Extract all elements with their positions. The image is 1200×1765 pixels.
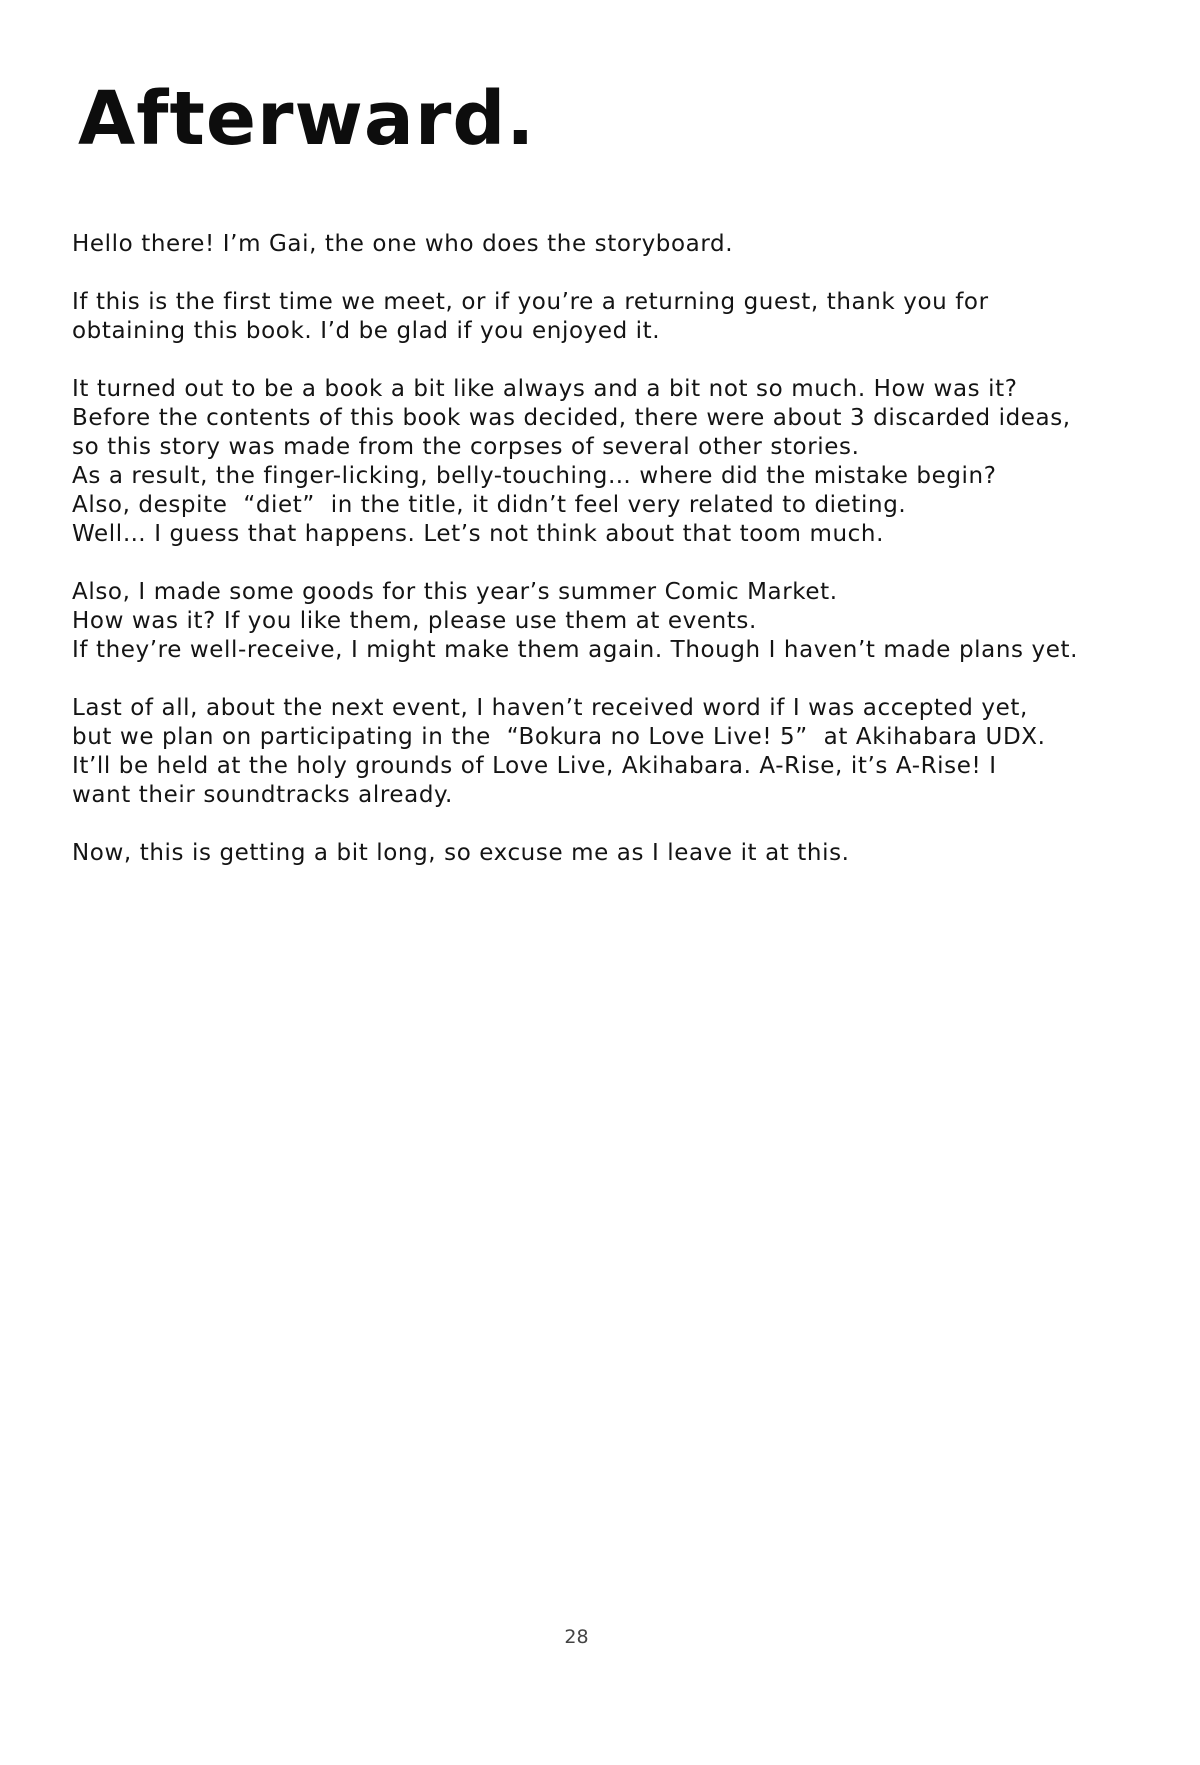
text-line: It’ll be held at the holy grounds of Love Live, Akihabara. A-Rise, it’s A-Rise! I bbox=[72, 753, 997, 779]
text-line: but we plan on participating in the “Bokura no Love Live! 5” at Akihabara UDX. bbox=[72, 724, 1046, 750]
text-line: Also, despite “diet” in the title, it didn’t feel very related to dieting. bbox=[72, 492, 907, 518]
text-line: How was it? If you like them, please use them at events. bbox=[72, 608, 757, 634]
text-line: Now, this is getting a bit long, so excuse me as I leave it at this. bbox=[72, 840, 850, 866]
afterword-body bbox=[72, 230, 1152, 897]
text-line: Last of all, about the next event, I haven’t received word if I was accepted yet, bbox=[72, 695, 1028, 721]
text-line: If they’re well-receive, I might make them again. Though I haven’t made plans yet. bbox=[72, 637, 1078, 663]
text-line: It turned out to be a book a bit like always and a bit not so much. How was it? bbox=[72, 376, 1018, 402]
paragraph-greeting bbox=[72, 230, 1152, 259]
text-line: want their soundtracks already. bbox=[72, 782, 453, 808]
text-line: Before the contents of this book was decided, there were about 3 discarded ideas, bbox=[72, 405, 1071, 431]
paragraph-goods bbox=[72, 578, 1152, 665]
paragraph-thanks bbox=[72, 288, 1152, 346]
paragraph-closing bbox=[72, 839, 1152, 868]
text-line: obtaining this book. I’d be glad if you enjoyed it. bbox=[72, 318, 661, 344]
page-title: Afterward. bbox=[78, 76, 536, 162]
text-line: Also, I made some goods for this year’s summer Comic Market. bbox=[72, 579, 838, 605]
text-line: Well… I guess that happens. Let’s not think about that toom much. bbox=[72, 521, 884, 547]
paragraph-about-book bbox=[72, 375, 1152, 549]
page-number: 28 bbox=[564, 1626, 589, 1648]
text-line: Hello there! I’m Gai, the one who does the storyboard. bbox=[72, 231, 734, 257]
text-line: As a result, the finger-licking, belly-touching… where did the mistake begin? bbox=[72, 463, 997, 489]
text-line: so this story was made from the corpses of several other stories. bbox=[72, 434, 860, 460]
paragraph-next-event bbox=[72, 694, 1152, 810]
text-line: If this is the first time we meet, or if you’re a returning guest, thank you for bbox=[72, 289, 989, 315]
